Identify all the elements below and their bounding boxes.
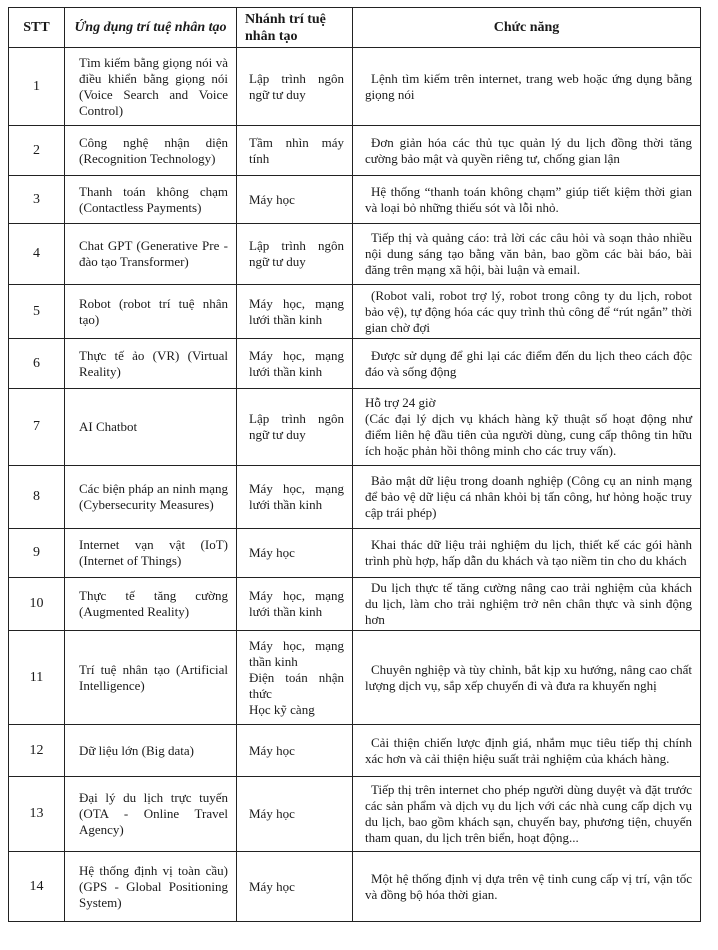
- function-cell: [353, 48, 701, 126]
- row-number: 7: [9, 389, 65, 466]
- function-cell: [353, 176, 701, 224]
- row-number: 5: [9, 285, 65, 339]
- row-number: 3: [9, 176, 65, 224]
- ai-branch-cell: Máy học, mạng lưới thần kinh: [237, 285, 353, 339]
- ai-branch-cell: Máy học: [237, 725, 353, 777]
- function-text: Bảo mật dữ liệu trong doanh nghiệp (Công cụ an ninh mạng để bảo vệ dữ liệu cá nhân khỏi bị tấn công, hư hỏng hoặc truy cập trái phép): [365, 473, 692, 520]
- row-number: 2: [9, 126, 65, 176]
- function-text: Được sử dụng để ghi lại các điểm đến du lịch theo cách độc đáo và sống động: [365, 347, 692, 379]
- application-cell: Hệ thống định vị toàn cầu) (GPS - Global Positioning System): [65, 852, 237, 922]
- table-row: [9, 389, 701, 466]
- row-number: 4: [9, 224, 65, 285]
- header-row: [9, 8, 701, 48]
- table-row: [9, 48, 701, 126]
- application-cell: Chat GPT (Generative Pre - đào tạo Transformer): [65, 224, 237, 285]
- ai-branch-cell: Lập trình ngôn ngữ tư duy: [237, 224, 353, 285]
- application-cell: Các biện pháp an ninh mạng (Cybersecurity Measures): [65, 466, 237, 529]
- function-text: Tiếp thị và quảng cáo: trả lời các câu hỏi và soạn thảo nhiều nội dung sáng tạo bằng văn bản, bao gồm các bài báo, bài đăng trên mạng xã hội, bài luận và email.: [365, 230, 692, 277]
- table-row: [9, 224, 701, 285]
- function-cell: [353, 631, 701, 725]
- ai-branch-cell: Tầm nhìn máy tính: [237, 126, 353, 176]
- ai-branch-cell: Máy học: [237, 529, 353, 578]
- header-ai-branch: Nhánh trí tuệ nhân tạo: [237, 8, 353, 48]
- application-cell: Dữ liệu lớn (Big data): [65, 725, 237, 777]
- ai-branch-cell: Máy học: [237, 777, 353, 852]
- table-row: [9, 631, 701, 725]
- function-text: Một hệ thống định vị dựa trên vệ tinh cung cấp vị trí, vận tốc và đồng bộ hóa thời gian.: [365, 870, 692, 902]
- header-application: Ứng dụng trí tuệ nhân tạo: [65, 8, 237, 48]
- application-cell: Thực tế ảo (VR) (Virtual Reality): [65, 339, 237, 389]
- table-row: [9, 852, 701, 922]
- function-text: (Robot vali, robot trợ lý, robot trong công ty du lịch, robot bảo vệ), tự động hóa các quy trình thủ công để “rút ngắn” thời gian chờ đợi: [365, 287, 692, 335]
- application-cell: Trí tuệ nhân tạo (Artificial Intelligence): [65, 631, 237, 725]
- table-row: [9, 777, 701, 852]
- function-cell: [353, 777, 701, 852]
- application-cell: Robot (robot trí tuệ nhân tạo): [65, 285, 237, 339]
- function-cell: [353, 725, 701, 777]
- row-number: 12: [9, 725, 65, 777]
- table-row: [9, 466, 701, 529]
- row-number: 1: [9, 48, 65, 126]
- application-cell: Thực tế tăng cường (Augmented Reality): [65, 578, 237, 631]
- application-cell: Đại lý du lịch trực tuyến (OTA - Online Travel Agency): [65, 777, 237, 852]
- function-cell: [353, 285, 701, 339]
- function-text: Tiếp thị trên internet cho phép người dùng duyệt và đặt trước các sản phẩm và dịch vụ du lịch với các nhà cung cấp dịch vụ du lịch, bao gồm khách sạn, chuyến bay, phương tiện, chuyến tham quan, du lịch trên biển, hoạt động...: [365, 782, 692, 845]
- ai-branch-cell: Máy học, mạng lưới thần kinh: [237, 578, 353, 631]
- row-number: 8: [9, 466, 65, 529]
- application-cell: AI Chatbot: [65, 389, 237, 466]
- row-number: 6: [9, 339, 65, 389]
- row-number: 10: [9, 578, 65, 631]
- function-text: Chuyên nghiệp và tùy chỉnh, bắt kịp xu hướng, nâng cao chất lượng dịch vụ, sắp xếp chuyến đi và đưa ra khuyến nghị: [365, 661, 692, 693]
- header-function: Chức năng: [353, 8, 701, 48]
- table-row: [9, 725, 701, 777]
- table-row: [9, 176, 701, 224]
- function-text: Khai thác dữ liệu trải nghiệm du lịch, thiết kế các gói hành trình phù hợp, hấp dẫn du khách và tạo niềm tin cho du khách: [365, 537, 692, 568]
- header-stt: STT: [9, 8, 65, 48]
- ai-branch-cell: Máy học, mạng lưới thần kinh: [237, 466, 353, 529]
- application-cell: Tìm kiếm bằng giọng nói và điều khiển bằng giọng nói (Voice Search and Voice Control): [65, 48, 237, 126]
- ai-branch-cell: Máy học, mạng thần kinh Điện toán nhận thức Học kỹ càng: [237, 631, 353, 725]
- table-row: [9, 529, 701, 578]
- function-cell: [353, 224, 701, 285]
- table-row: [9, 126, 701, 176]
- function-text: Hỗ trợ 24 giờ: [365, 395, 436, 410]
- row-number: 11: [9, 631, 65, 725]
- function-text: Lệnh tìm kiếm trên internet, trang web hoặc ứng dụng bằng giọng nói: [365, 70, 692, 102]
- function-cell: [353, 126, 701, 176]
- ai-branch-cell: Máy học: [237, 852, 353, 922]
- ai-branch-cell: Lập trình ngôn ngữ tư duy: [237, 48, 353, 126]
- ai-branch-cell: Máy học, mạng lưới thần kinh: [237, 339, 353, 389]
- application-cell: Công nghệ nhận diện (Recognition Technology): [65, 126, 237, 176]
- function-text: (Các đại lý dịch vụ khách hàng kỹ thuật số hoạt động như điểm liên hệ đầu tiên của người dùng, cung cấp thông tin hữu ích hoặc phản hồi thông minh cho các truy vấn).: [365, 411, 692, 458]
- row-number: 9: [9, 529, 65, 578]
- row-number: 13: [9, 777, 65, 852]
- function-cell: [353, 339, 701, 389]
- ai-branch-cell: Lập trình ngôn ngữ tư duy: [237, 389, 353, 466]
- function-text: Du lịch thực tế tăng cường nâng cao trải nghiệm của khách du lịch, làm cho trải nghiệm trở nên chân thực và sinh động hơn: [365, 580, 692, 627]
- ai-applications-table: [8, 7, 701, 922]
- function-cell: [353, 852, 701, 922]
- function-cell: [353, 529, 701, 578]
- table-row: [9, 339, 701, 389]
- function-text: Hệ thống “thanh toán không chạm” giúp tiết kiệm thời gian và loại bỏ những thiếu sót và lỗi nhỏ.: [365, 183, 692, 215]
- function-cell: [353, 578, 701, 631]
- function-text: Cải thiện chiến lược định giá, nhắm mục tiêu tiếp thị chính xác hơn và cải thiện hiệu suất trải nghiệm của khách hàng.: [365, 734, 692, 766]
- function-cell: [353, 466, 701, 529]
- row-number: 14: [9, 852, 65, 922]
- application-cell: Thanh toán không chạm (Contactless Payments): [65, 176, 237, 224]
- function-cell: [353, 389, 701, 466]
- application-cell: Internet vạn vật (IoT) (Internet of Things): [65, 529, 237, 578]
- ai-branch-cell: Máy học: [237, 176, 353, 224]
- table-row: [9, 578, 701, 631]
- function-text: Đơn giản hóa các thủ tục quản lý du lịch đồng thời tăng cường bảo mật và quyền riêng tư, chống gian lận: [365, 134, 692, 166]
- table-row: [9, 285, 701, 339]
